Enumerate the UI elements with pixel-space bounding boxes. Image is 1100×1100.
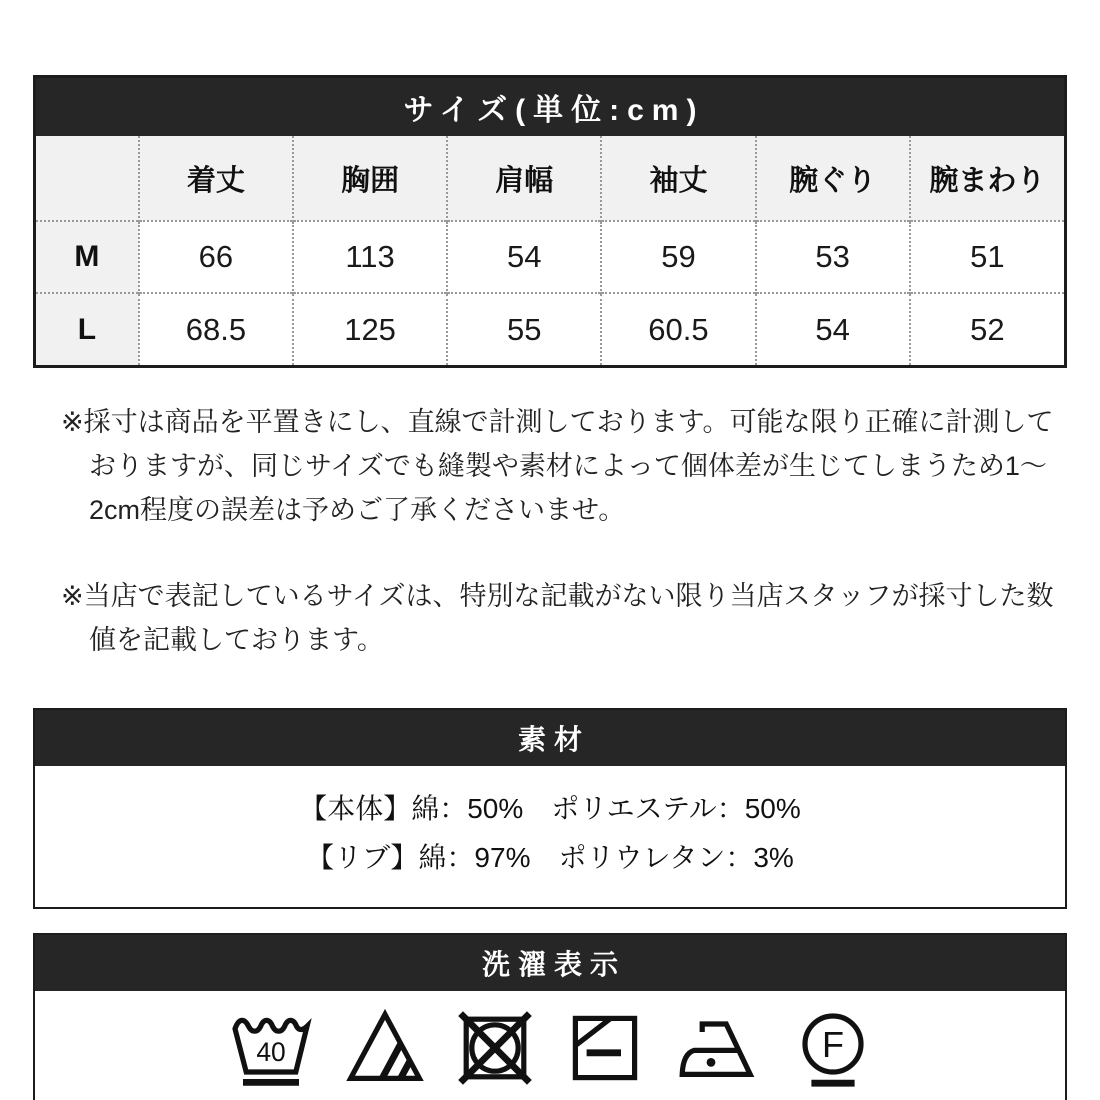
- value-l-shoulder: 55: [447, 293, 601, 365]
- column-header-chest: 胸囲: [293, 136, 447, 221]
- table-row-size-m: [36, 221, 1064, 293]
- dry-clean-f-gentle-icon: [793, 1008, 873, 1088]
- size-table-section: [33, 75, 1067, 368]
- material-section: [33, 708, 1067, 909]
- value-m-sleeve: 59: [601, 221, 755, 293]
- material-title-bar: [35, 710, 1065, 766]
- size-table-corner-cell: [36, 136, 139, 221]
- value-m-armhole: 53: [756, 221, 910, 293]
- bleach-non-chlorine-icon: [345, 1008, 425, 1088]
- size-label-m: M: [36, 221, 139, 293]
- value-l-arm-width: 52: [910, 293, 1064, 365]
- column-header-armhole: 腕ぐり: [756, 136, 910, 221]
- material-body: [35, 766, 1065, 907]
- column-header-body-length: 着丈: [139, 136, 293, 221]
- dry-flat-in-shade-icon: [565, 1008, 645, 1088]
- size-table: [36, 136, 1064, 365]
- size-table-header-row: [36, 136, 1064, 221]
- value-m-arm-width: 51: [910, 221, 1064, 293]
- material-line-main: 【本体】綿：50% ポリエステル：50%: [299, 793, 801, 824]
- material-line-rib: 【リブ】綿：97% ポリウレタン：3%: [306, 842, 794, 873]
- laundry-title: 洗濯表示: [481, 949, 626, 980]
- laundry-symbols-row: [35, 991, 1065, 1100]
- size-table-title: サイズ(単位:cm): [403, 94, 705, 127]
- size-table-title-bar: [36, 78, 1064, 136]
- note-staff-measured: [61, 574, 1067, 662]
- column-header-arm-width: 腕まわり: [910, 136, 1064, 221]
- column-header-sleeve: 袖丈: [601, 136, 755, 221]
- value-m-shoulder: 54: [447, 221, 601, 293]
- value-l-sleeve: 60.5: [601, 293, 755, 365]
- svg-text:40: 40: [256, 1036, 286, 1067]
- value-l-armhole: 54: [756, 293, 910, 365]
- value-l-body-length: 68.5: [139, 293, 293, 365]
- size-label-l: L: [36, 293, 139, 365]
- wash-40-gentle-icon: [227, 1008, 315, 1088]
- value-m-chest: 113: [293, 221, 447, 293]
- note-text: 採寸は商品を平置きにし、直線で計測しております。可能な限り正確に計測しておりますが、同じサイズでも縫製や素材によって個体差が生じてしまうため1〜2cm程度の誤差は予めご了承くださいませ。: [83, 407, 1054, 525]
- column-header-shoulder: 肩幅: [447, 136, 601, 221]
- table-row-size-l: [36, 293, 1064, 365]
- svg-text:F: F: [822, 1023, 844, 1065]
- material-title: 素材: [517, 724, 590, 755]
- laundry-section: [33, 933, 1067, 1100]
- value-m-body-length: 66: [139, 221, 293, 293]
- iron-low-icon: [675, 1008, 763, 1088]
- note-marker: ※: [61, 407, 84, 437]
- laundry-title-bar: [35, 935, 1065, 991]
- do-not-tumble-dry-icon: [455, 1008, 535, 1088]
- note-measurement-tolerance: [61, 400, 1067, 532]
- note-text: 当店で表記しているサイズは、特別な記載がない限り当店スタッフが採寸した数値を記載しております。: [83, 581, 1054, 655]
- value-l-chest: 125: [293, 293, 447, 365]
- note-marker: ※: [61, 581, 84, 611]
